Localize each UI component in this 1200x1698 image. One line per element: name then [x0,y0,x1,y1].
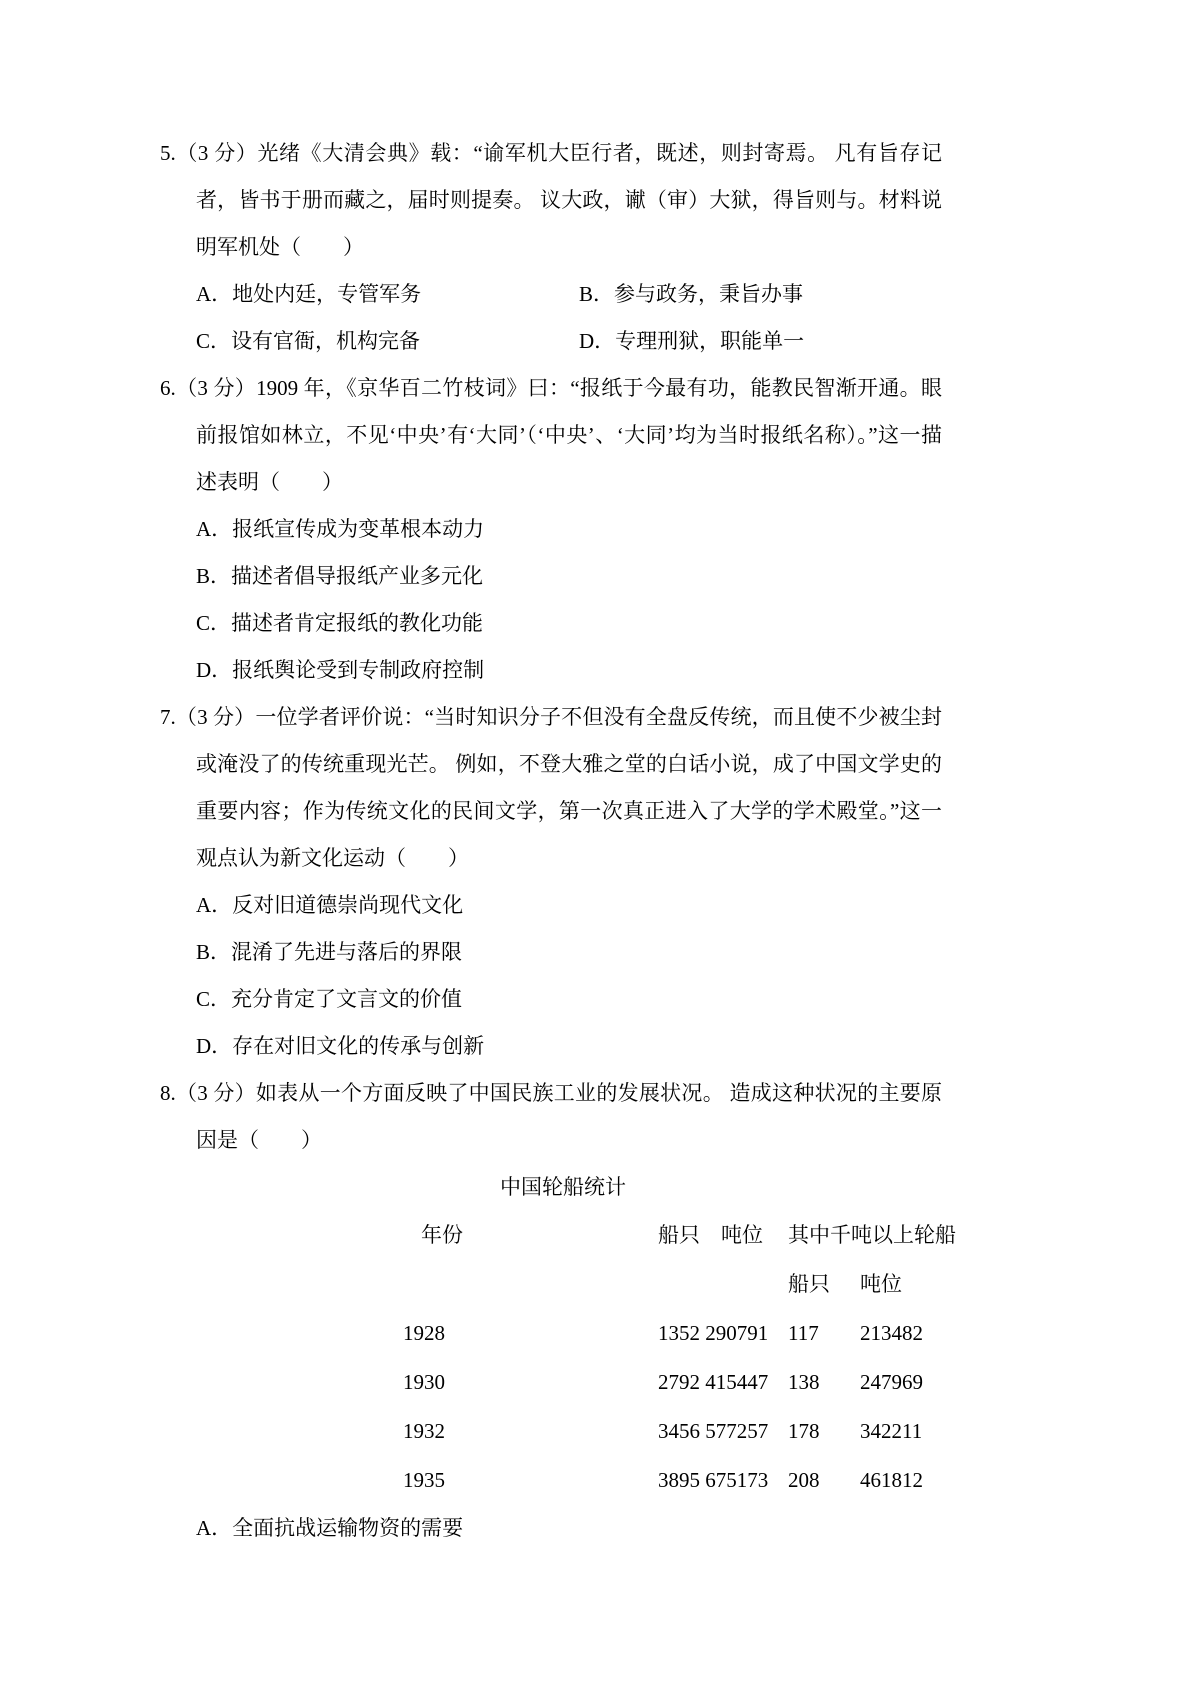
table-data-cell: 138 [788,1370,820,1394]
table-empty-cell [403,1260,658,1309]
table-data-cell: 1928 [403,1321,445,1345]
table-data-cell: 117 [788,1321,819,1345]
table-data-cell: 2792 415447 [658,1370,769,1394]
option: A．地处内廷，专管军务 [196,282,422,306]
table-subheader-cell: 船只 [788,1272,830,1296]
table-data-cell: 342211 [860,1419,923,1443]
options [160,506,942,694]
options [160,1505,942,1552]
option: D．报纸舆论受到专制政府控制 [196,658,485,682]
option: B．描述者倡导报纸产业多元化 [196,564,484,588]
option: B．混淆了先进与落后的界限 [196,940,463,964]
question-block [160,130,942,365]
table-empty-cell [658,1260,788,1309]
table-data-cell: 3456 577257 [658,1419,769,1443]
option: B．参与政务，秉旨办事 [579,282,804,306]
question-stem: 8.（3 分）如表从一个方面反映了中国民族工业的发展状况。 造成这种状况的主要原因是（ ） [160,1081,942,1152]
table-header-over-1000t: 其中千吨以上轮船 [788,1223,956,1247]
option: A．全面抗战运输物资的需要 [196,1516,464,1540]
question-block [160,1070,956,1552]
question-stem: 5.（3 分）光绪《大清会典》载：“谕军机大臣行者，既述，则封寄焉。 凡有旨存记者，皆书于册而藏之，届时则提奏。 议大政，谳（审）大狱，得旨则与。材料说明军机处（ ） [160,141,942,259]
table-data-cell: 208 [788,1468,820,1492]
table-header-ships-tonnage: 船只 吨位 [658,1223,763,1247]
ship-statistics-table [403,1211,956,1505]
options [160,882,942,1070]
table-subheader-cell: 吨位 [860,1272,902,1296]
table-data-cell: 213482 [860,1321,923,1345]
table-data-cell: 178 [788,1419,820,1443]
table-data-cell: 1935 [403,1468,445,1492]
option: D．专理刑狱，职能单一 [579,329,805,353]
question-stem: 6.（3 分）1909 年，《京华百二竹枝词》曰：“报纸于今最有功，能教民智渐开通。眼前报馆如林立，不见‘中央’有‘大同’（‘中央’、‘大同’均为当时报纸名称）。”这一描述表明（ ） [160,376,942,494]
table-data-cell: 461812 [860,1468,923,1492]
option: D．存在对旧文化的传承与创新 [196,1034,485,1058]
table-data-cell: 1352 290791 [658,1321,769,1345]
option: C．充分肯定了文言文的价值 [196,987,463,1011]
table-data-cell: 3895 675173 [658,1468,769,1492]
question-block [160,694,942,1070]
table-data-cell: 1932 [403,1419,445,1443]
option: C．设有官衙，机构完备 [196,329,421,353]
option: C．描述者肯定报纸的教化功能 [196,611,484,635]
table-header-year: 年份 [421,1223,463,1247]
table-title: 中国轮船统计 [500,1175,626,1199]
table-data-cell: 247969 [860,1370,923,1394]
option: A．报纸宣传成为变革根本动力 [196,517,485,541]
options [160,271,942,365]
question-stem: 7.（3 分）一位学者评价说：“当时知识分子不但没有全盘反传统，而且使不少被尘封或淹没了的传统重现光芒。 例如，不登大雅之堂的白话小说，成了中国文学史的重要内容；作为传统文化的民间文学，第一次真正进入了大学的学术殿堂。”这一观点认为新文化运动（ ） [160,705,942,870]
question-block [160,365,942,694]
option: A．反对旧道德崇尚现代文化 [196,893,464,917]
table-data-cell: 1930 [403,1370,445,1394]
